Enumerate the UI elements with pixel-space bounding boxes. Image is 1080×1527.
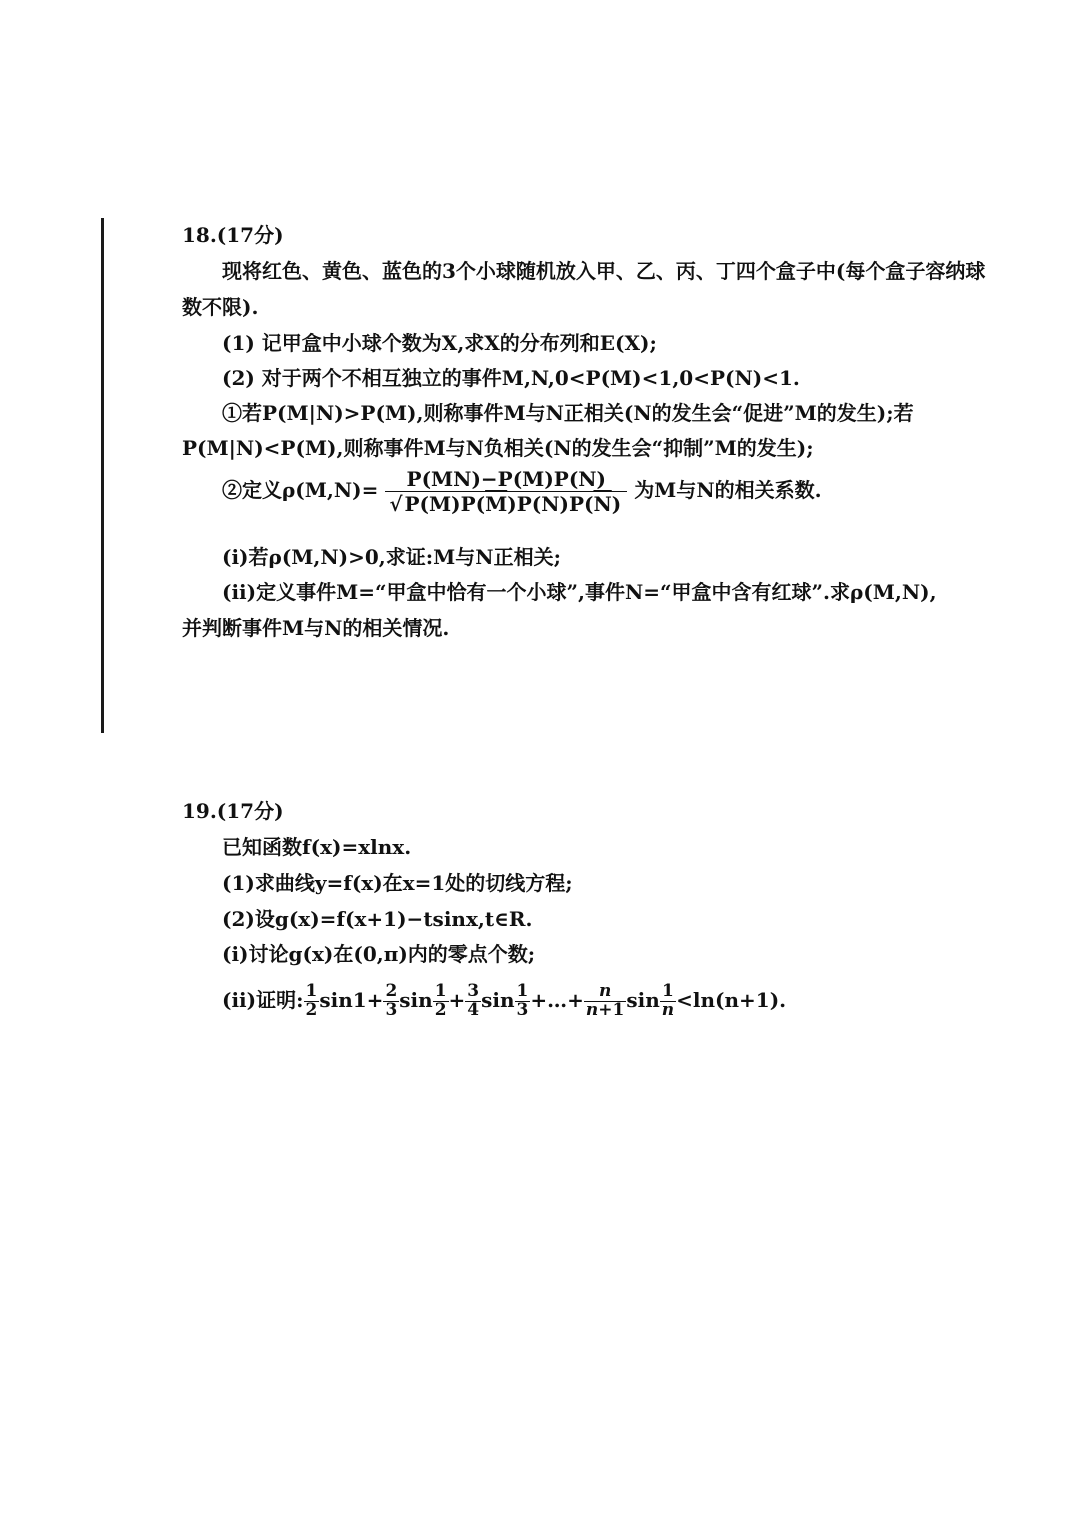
fraction-1-3: $\frac{1}{3}$: [516, 981, 529, 1020]
fraction-3-4: $\frac{3}{4}$: [467, 981, 480, 1020]
problem-18-intro-2: 数不限).: [182, 295, 259, 319]
correlation-denominator: [385, 491, 627, 516]
problem-18-header: 18.(17分): [182, 223, 284, 247]
problem-18-definition-1-a: ①若P(M|N)>P(M),则称事件M与N正相关(N的发生会“促进”M的发生);若: [222, 401, 914, 425]
problem-19-given: 已知函数f(x)=xlnx.: [222, 835, 412, 859]
problem-19-header: 19.(17分): [182, 799, 284, 823]
problem-19-question-1: (1)求曲线y=f(x)在x=1处的切线方程;: [222, 871, 573, 895]
definition-2-suffix: 为M与N的相关系数.: [634, 478, 822, 502]
fraction-1-2: $\frac{1}{2}$: [305, 981, 318, 1020]
fraction-2-3: $\frac{2}{3}$: [385, 981, 398, 1020]
definition-2-rho: ρ(M,N)=: [282, 478, 379, 502]
problem-19-sub-i: (i)讨论g(x)在(0,π)内的零点个数;: [222, 942, 536, 966]
fraction-1-n: $\frac{1}{n}$: [661, 981, 675, 1020]
fraction-n-n1: $\frac{n}{n+1}$: [585, 981, 625, 1020]
correlation-numerator: P(MN)−P(M)P(N): [406, 467, 607, 491]
sqrt-symbol: √ $P(M)P(\overline{M})P(N)P(\overline{N})$: [389, 492, 622, 516]
margin-line: [101, 218, 104, 733]
problem-18-definition-2: [222, 467, 822, 516]
correlation-fraction: [385, 467, 627, 516]
problem-19-sub-ii: (ii)证明: $\frac{1}{2}$ sin1+ $\frac{2}{3}$ sin $\frac{1}{2}$ + $\frac{3}{4}$ sin $\frac{1}{3}$ +…+ $\frac{n}{n+1}$ sin $\frac{1}{n}$ <ln(n+1).: [222, 981, 787, 1020]
problem-18-question-1: (1) 记甲盒中小球个数为X,求X的分布列和E(X);: [222, 331, 657, 355]
fraction-1-2b: $\frac{1}{2}$: [434, 981, 447, 1020]
problem-18-question-2: (2) 对于两个不相互独立的事件M,N,0<P(M)<1,0<P(N)<1.: [222, 366, 800, 390]
problem-18-sub-i: (i)若ρ(M,N)>0,求证:M与N正相关;: [222, 545, 561, 569]
problem-18-intro-1: 现将红色、黄色、蓝色的3个小球随机放入甲、乙、丙、丁四个盒子中(每个盒子容纳球: [222, 259, 986, 283]
sub-ii-prefix: (ii)证明:: [222, 987, 304, 1012]
definition-2-prefix: ②定义: [222, 478, 282, 502]
problem-18-sub-ii-a: (ii)定义事件M=“甲盒中恰有一个小球”,事件N=“甲盒中含有红球”.求ρ(M,N),: [222, 580, 937, 604]
problem-18-definition-1-b: P(M|N)<P(M),则称事件M与N负相关(N的发生会“抑制”M的发生);: [182, 436, 814, 460]
sub-ii-tail: <ln(n+1).: [676, 987, 787, 1012]
problem-18-sub-ii-b: 并判断事件M与N的相关情况.: [182, 616, 450, 640]
problem-19-question-2: (2)设g(x)=f(x+1)−tsinx,t∈R.: [222, 907, 533, 931]
